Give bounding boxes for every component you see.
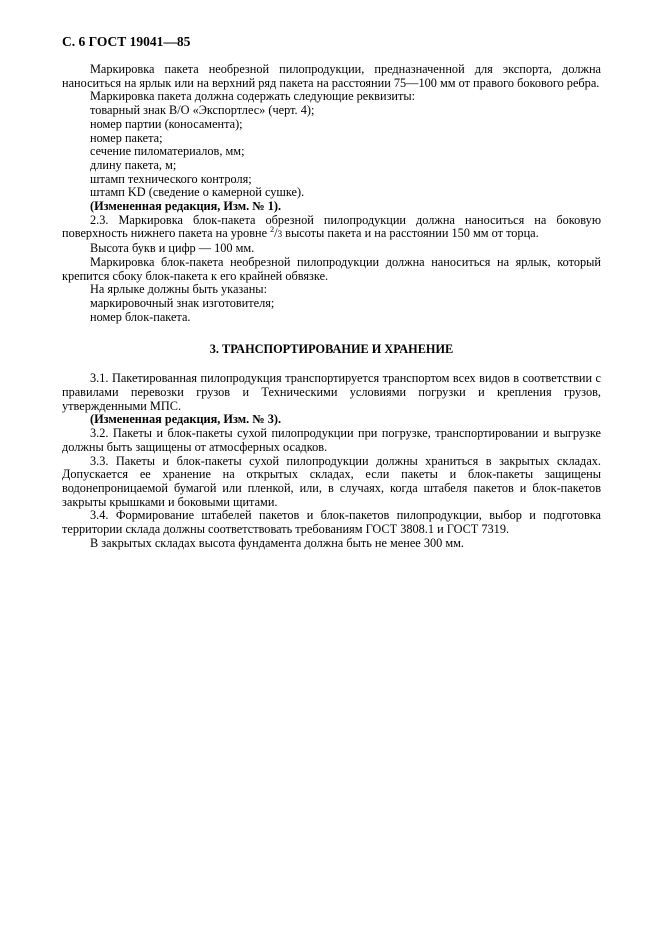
fraction-denominator: 3 — [277, 229, 283, 240]
list-item: маркировочный знак изготовителя; — [90, 295, 275, 310]
paragraph-3-4: 3.4. Формирование штабелей пакетов и блок-пакетов пилопродукции, выбор и подготовка территории склада должны соответствовать требованиям ГОСТ 3808.1 и ГОСТ 7319. — [62, 508, 601, 537]
amendment-note-3: (Измененная редакция, Изм. № 3). — [90, 412, 282, 427]
list-item: сечение пиломатериалов, мм; — [90, 144, 245, 159]
section-title: 3. ТРАНСПОРТИРОВАНИЕ И ХРАНЕНИЕ — [209, 342, 454, 357]
paragraph-letter-height: Высота букв и цифр — 100 мм. — [90, 241, 255, 256]
paragraph-foundation-height: В закрытых складах высота фундамента должна быть не менее 300 мм. — [90, 535, 464, 550]
paragraph-2-3-text-end: высоты пакета и на расстоянии 150 мм от торца. — [285, 226, 539, 241]
label-items-list — [62, 297, 601, 324]
paragraph-block-label: Маркировка блок-пакета необрезной пилопродукции должна наноситься на ярлык, который крепится сбоку блок-пакета к его крайней обвязке. — [62, 254, 601, 283]
paragraph-2-3-text-start: 2.3. Маркировка блок-пакета обрезной пилопродукции должна наноситься на боковую поверхность нижнего пакета на уровне — [62, 212, 601, 241]
list-item: штамп технического контроля; — [90, 171, 252, 186]
paragraph-requisites-intro: Маркировка пакета должна содержать следующие реквизиты: — [90, 89, 416, 104]
page-header: С. 6 ГОСТ 19041—85 — [62, 34, 191, 49]
paragraph-3-2: 3.2. Пакеты и блок-пакеты сухой пилопродукции при погрузке, транспортировании и выгрузке должны быть защищены от атмосферных осадков. — [62, 426, 601, 454]
list-item: товарный знак В/О «Экспортлес» (черт. 4); — [90, 103, 315, 118]
paragraph-2-3: 2.3. Маркировка блок-пакета обрезной пилопродукции должна наноситься на боковую поверхность нижнего пакета на уровне $^2$/3 высоты пакета и на расстоянии 150 мм от торца. — [62, 212, 601, 241]
paragraph-export-marking: Маркировка пакета необрезной пилопродукции, предназначенной для экспорта, должна наноситься на ярлык или на верхний ряд пакета на расстоянии 75—100 мм от правого бокового ребра. — [62, 62, 601, 90]
list-item: номер партии (коносамента); — [90, 116, 243, 131]
paragraph-3-1: 3.1. Пакетированная пилопродукция транспортируется транспортом всех видов в соответствии с правилами перевозки грузов и Техническими условиями погрузки и крепления грузов, утвержденными МПС. — [62, 371, 601, 413]
requisites-list — [62, 104, 601, 200]
paragraph-label-intro: На ярлыке должны быть указаны: — [90, 282, 267, 297]
list-item: номер пакета; — [90, 130, 163, 145]
fraction-numerator: 2 — [270, 225, 275, 235]
document-page — [62, 34, 601, 551]
list-item: номер блок-пакета. — [90, 309, 191, 324]
paragraph-3-3: 3.3. Пакеты и блок-пакеты сухой пилопродукции должны храниться в закрытых складах. Допускается ее хранение на открытых складах, если пакеты и блок-пакеты защищены водонепроницаемой бумагой или пленкой, или, в случаях, когда штабеля пакетов и блок-пакетов закрыты крышками и боковыми щитами. — [62, 453, 601, 509]
document-body — [62, 63, 601, 551]
list-item: штамп KD (сведение о камерной сушке). — [90, 185, 305, 200]
amendment-note-1: (Измененная редакция, Изм. № 1). — [90, 199, 282, 214]
list-item: длину пакета, м; — [90, 157, 177, 172]
